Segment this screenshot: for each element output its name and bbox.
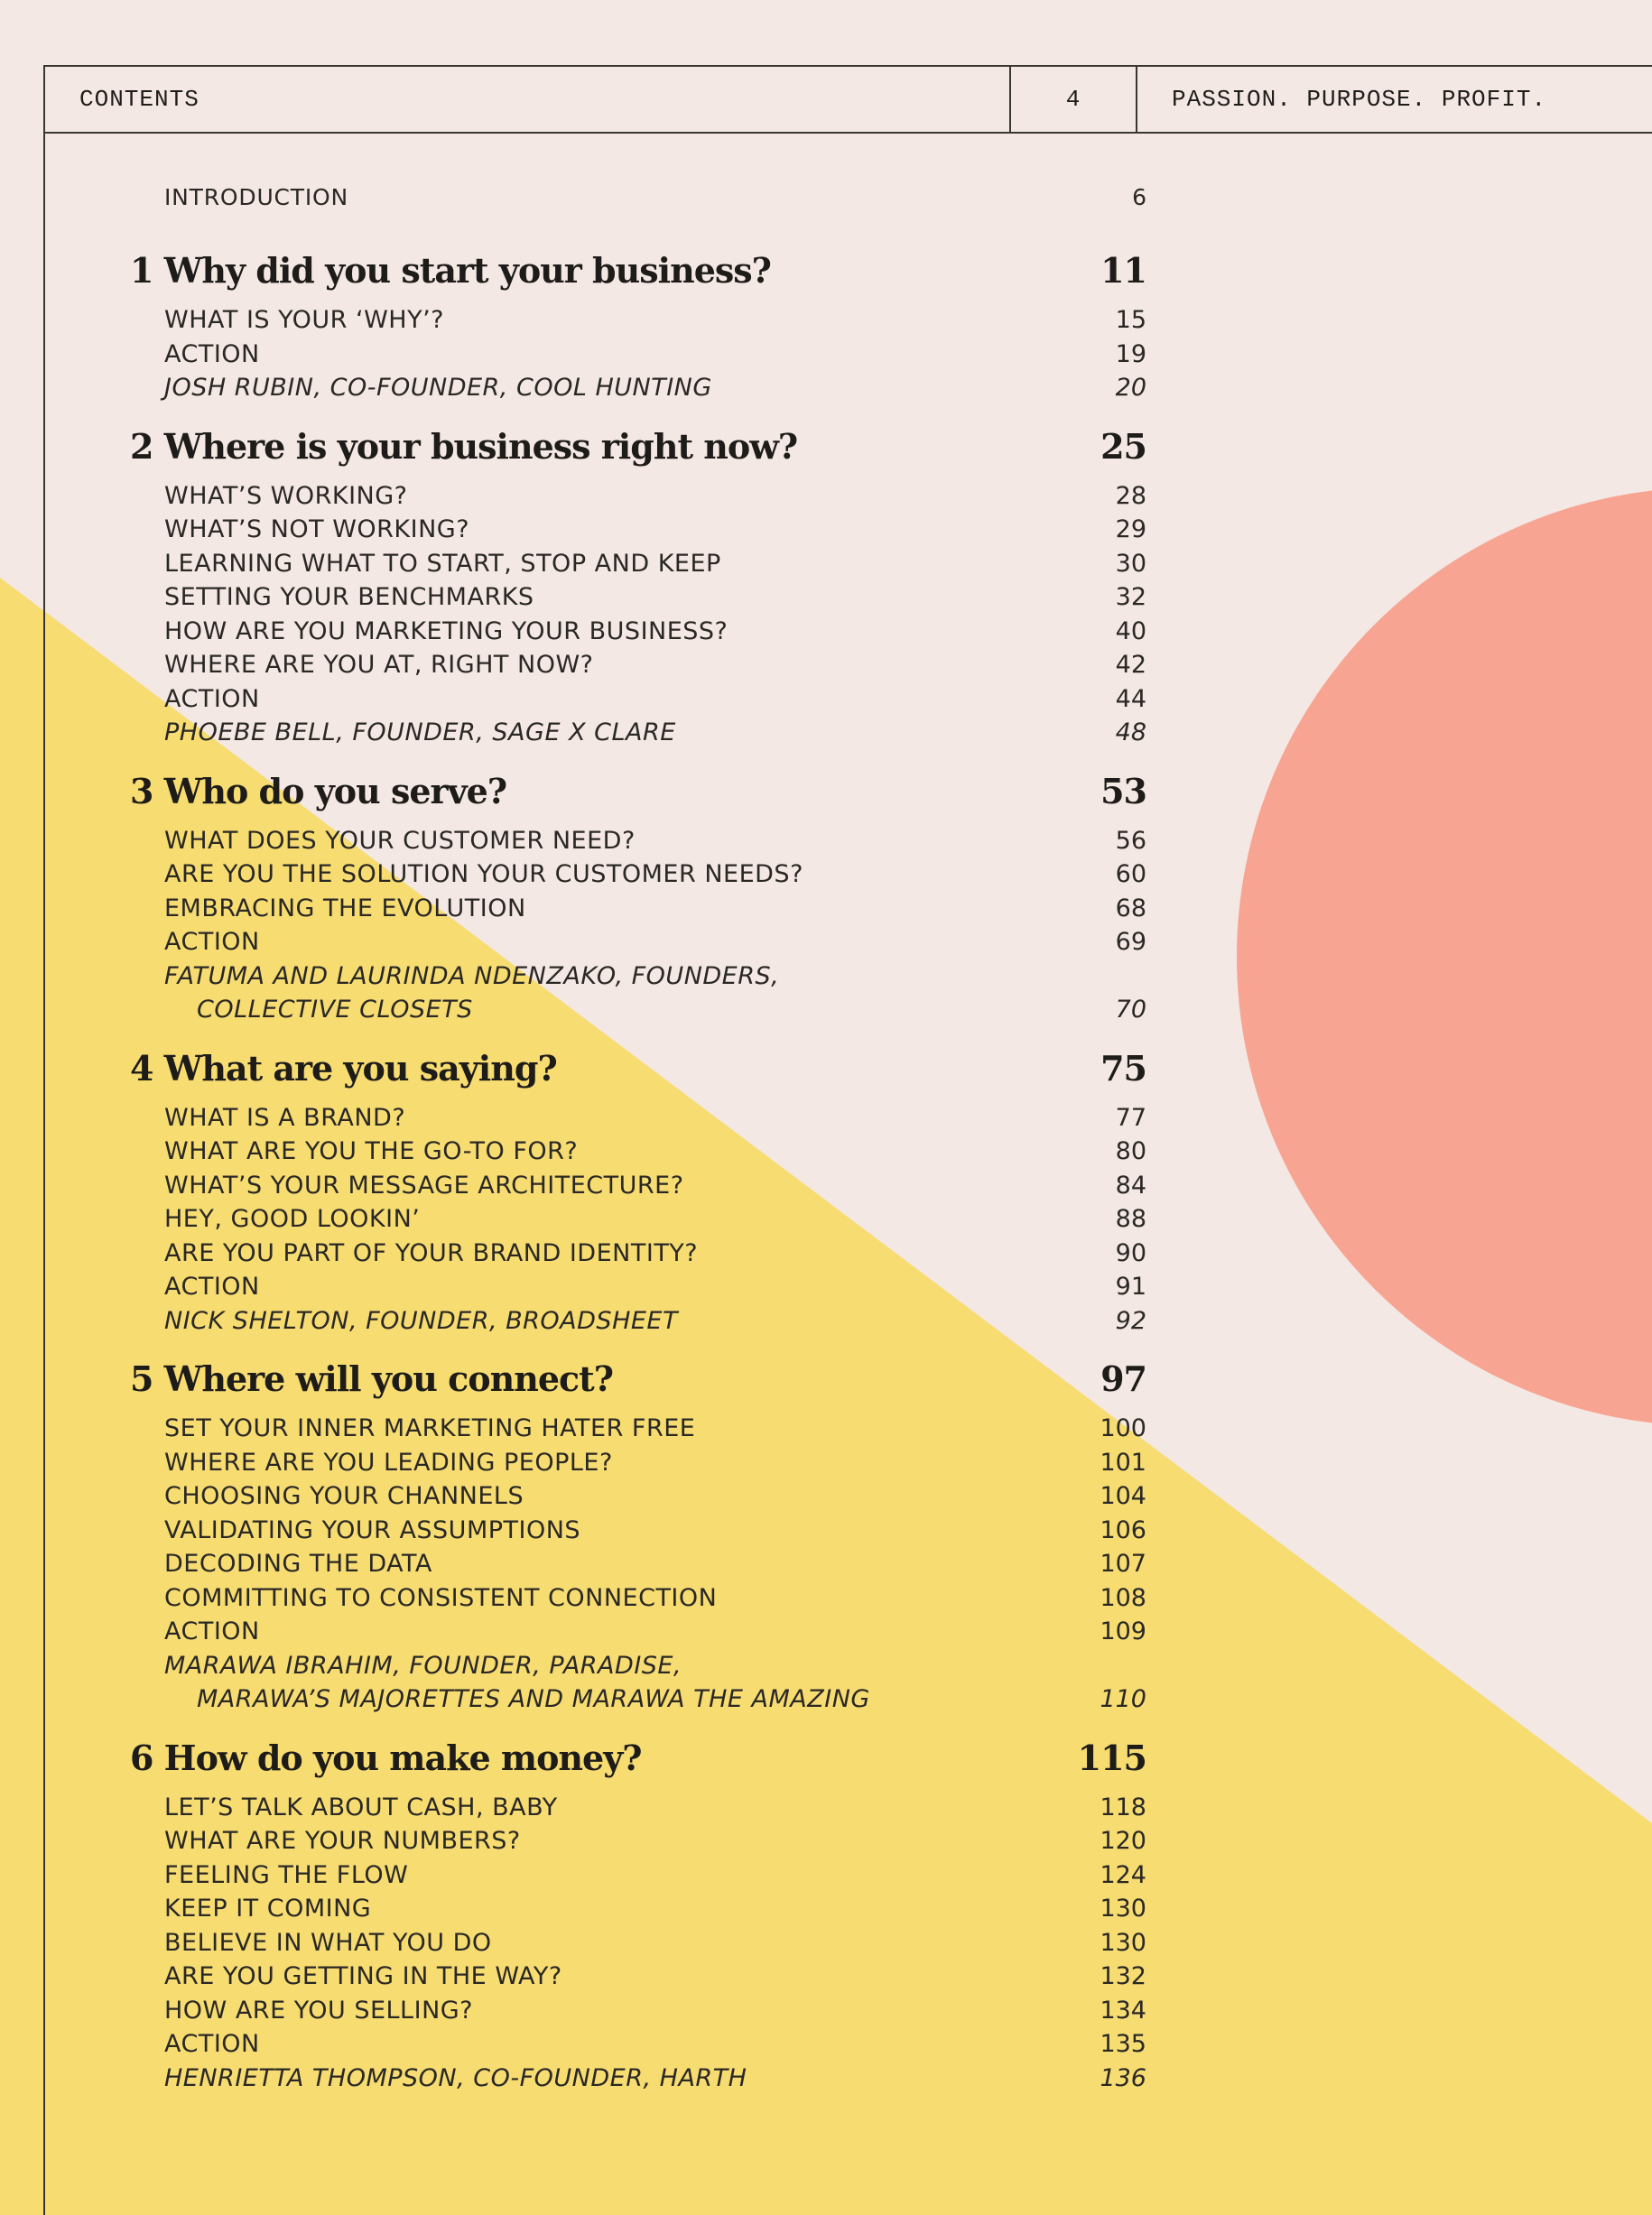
entry-page: 91 [1115,1273,1146,1301]
entry-page: 40 [1115,616,1146,645]
entry-title: SET YOUR INNER MARKETING HATER FREE [164,1414,696,1442]
entry-page: 88 [1115,1205,1146,1233]
entry-page: 135 [1100,2030,1146,2058]
book-tagline: PASSION. PURPOSE. PROFIT. [1136,67,1652,132]
entry-title: JOSH RUBIN, CO-FOUNDER, COOL HUNTING [164,374,712,402]
entry-page: 42 [1115,651,1146,679]
chapter-title: 6 How do you make money? [130,1737,642,1778]
entry-title: HENRIETTA THOMPSON, CO-FOUNDER, HARTH [164,2063,747,2092]
entry-title [164,993,473,1026]
entry-title: LET’S TALK ABOUT CASH, BABY [164,1793,558,1821]
toc-entry[interactable] [0,1270,1174,1304]
chapter-page: 53 [1100,770,1146,811]
toc-introduction[interactable] [0,177,1174,218]
toc-entry[interactable] [0,547,1174,581]
entry-page: 109 [1100,1617,1146,1645]
entry-page: 100 [1100,1414,1146,1442]
entry-title: HEY, GOOD LOOKIN’ [164,1205,421,1233]
toc-entry[interactable] [0,1791,1174,1825]
entry-title: ARE YOU GETTING IN THE WAY? [164,1962,562,1990]
toc-entry[interactable] [0,580,1174,615]
chapter-page: 75 [1100,1047,1146,1089]
toc-entry[interactable] [0,1960,1174,1994]
entry-title: EMBRACING THE EVOLUTION [164,894,526,922]
entry-title: ACTION [164,1617,260,1645]
toc-entry[interactable] [0,682,1174,717]
entry-title: CHOOSING YOUR CHANNELS [164,1482,524,1510]
toc-entry[interactable] [0,1858,1174,1893]
entry-page: 68 [1115,894,1146,922]
entry-title: WHAT IS A BRAND? [164,1103,406,1132]
chapter-page: 25 [1100,425,1146,467]
toc-profile-entry[interactable] [0,371,1174,405]
entry-title: WHAT’S WORKING? [164,481,408,510]
entry-page: 104 [1100,1482,1146,1510]
entry-page: 28 [1115,481,1146,510]
entry-page: 136 [1100,2063,1146,2092]
entry-page: 48 [1115,718,1146,746]
entry-title-text: MARAWA’S MAJORETTES AND MARAWA THE AMAZING [197,1685,870,1713]
entry-title: WHERE ARE YOU AT, RIGHT NOW? [164,651,594,679]
entry-title: ACTION [164,1273,260,1301]
entry-title: ARE YOU PART OF YOUR BRAND IDENTITY? [164,1238,699,1267]
chapter-heading[interactable] [0,418,1174,479]
entry-page: 106 [1100,1515,1146,1544]
entry-page: 118 [1100,1793,1146,1821]
entry-page: 124 [1100,1860,1146,1889]
toc-profile-entry[interactable] [0,716,1174,750]
toc-entry[interactable] [0,1202,1174,1237]
toc-entry[interactable] [0,1169,1174,1203]
table-of-contents [0,177,1174,2108]
entry-page: 44 [1115,684,1146,713]
chapter-title: 4 What are you saying? [130,1047,557,1089]
chapter-page: 97 [1100,1358,1146,1399]
chapter-heading[interactable] [0,1350,1174,1412]
chapter-title: 3 Who do you serve? [130,770,507,811]
section-label: CONTENTS [43,67,1009,132]
toc-entry[interactable] [0,513,1174,547]
toc-entry[interactable] [0,648,1174,682]
chapter-title: 2 Where is your business right now? [130,425,798,467]
entry-title: PHOEBE BELL, FOUNDER, SAGE X CLARE [164,718,676,746]
entry-page: 77 [1115,1103,1146,1132]
toc-entry[interactable] [0,615,1174,649]
toc-profile-entry[interactable] [0,993,1174,1027]
entry-title: ACTION [164,2030,260,2058]
entry-title: ACTION [164,928,260,956]
entry-page: 29 [1115,515,1146,543]
toc-entry[interactable] [0,1237,1174,1271]
toc-entry[interactable] [0,1101,1174,1135]
entry-title: ACTION [164,684,260,713]
toc-entry[interactable] [0,892,1174,926]
entry-title: BELIEVE IN WHAT YOU DO [164,1928,492,1957]
entry-title: DECODING THE DATA [164,1550,432,1578]
toc-profile-entry[interactable] [0,1682,1174,1717]
toc-entry[interactable] [0,1824,1174,1858]
toc-entry[interactable] [0,1479,1174,1514]
entry-page: 32 [1115,583,1146,611]
chapter-title: 1 Why did you start your business? [130,250,771,291]
chapter-page: 11 [1100,250,1146,291]
entry-title [164,1682,870,1716]
toc-entry[interactable] [0,303,1174,338]
toc-profile-entry[interactable] [0,1304,1174,1339]
entry-title: LEARNING WHAT TO START, STOP AND KEEP [164,549,721,578]
chapter-heading[interactable] [0,763,1174,824]
entry-page: 60 [1115,860,1146,888]
chapter-page: 115 [1077,1737,1146,1778]
entry-page: 70 [1115,996,1146,1024]
entry-page: 108 [1100,1583,1146,1612]
entry-title: COMMITTING TO CONSISTENT CONNECTION [164,1583,718,1612]
toc-entry[interactable] [0,479,1174,514]
chapter-heading[interactable] [0,1729,1174,1791]
entry-page: 69 [1115,928,1146,956]
entry-title: WHAT’S YOUR MESSAGE ARCHITECTURE? [164,1171,684,1200]
toc-entry[interactable] [0,1994,1174,2028]
entry-title: SETTING YOUR BENCHMARKS [164,583,534,611]
toc-entry[interactable] [0,1615,1174,1649]
entry-page: 120 [1100,1827,1146,1855]
entry-page: 84 [1115,1171,1146,1200]
entry-title: MARAWA IBRAHIM, FOUNDER, PARADISE, [164,1651,682,1680]
entry-title: WHAT ARE YOU THE GO-TO FOR? [164,1137,579,1165]
entry-title: WHAT DOES YOUR CUSTOMER NEED? [164,826,636,855]
chapter-list [0,242,1174,2095]
toc-entry[interactable] [0,1446,1174,1480]
toc-entry[interactable] [0,2027,1174,2062]
toc-entry[interactable] [0,1412,1174,1446]
toc-profile-entry[interactable] [0,959,1174,994]
entry-page: 130 [1100,1928,1146,1957]
introduction-page: 6 [1132,184,1146,210]
toc-entry[interactable] [0,338,1174,372]
entry-title: FEELING THE FLOW [164,1860,409,1889]
chapter-heading[interactable] [0,242,1174,303]
toc-entry[interactable] [0,1135,1174,1169]
entry-page: 15 [1115,306,1146,334]
toc-entry[interactable] [0,1547,1174,1581]
toc-entry[interactable] [0,1514,1174,1548]
toc-entry[interactable] [0,1581,1174,1616]
entry-page: 90 [1115,1238,1146,1267]
entry-title: WHAT ARE YOUR NUMBERS? [164,1827,521,1855]
chapter-1 [0,242,1174,405]
toc-profile-entry[interactable] [0,2062,1174,2096]
chapter-title: 5 Where will you connect? [130,1358,613,1399]
entry-page: 56 [1115,826,1146,855]
entry-title: VALIDATING YOUR ASSUMPTIONS [164,1515,581,1544]
entry-title: WHAT’S NOT WORKING? [164,515,470,543]
toc-profile-entry[interactable] [0,1649,1174,1683]
entry-title: WHAT IS YOUR ‘WHY’? [164,306,444,334]
entry-page: 101 [1100,1448,1146,1477]
chapter-2 [0,418,1174,750]
introduction-title: INTRODUCTION [164,184,349,210]
entry-page: 19 [1115,339,1146,368]
entry-page: 134 [1100,1996,1146,2025]
chapter-5 [0,1350,1174,1717]
entry-title: WHERE ARE YOU LEADING PEOPLE? [164,1448,613,1477]
page-number: 4 [1009,67,1136,132]
entry-page: 110 [1100,1685,1146,1713]
entry-title: HOW ARE YOU MARKETING YOUR BUSINESS? [164,616,729,645]
entry-page: 132 [1100,1962,1146,1990]
chapter-4 [0,1040,1174,1339]
chapter-heading[interactable] [0,1040,1174,1101]
entry-title: FATUMA AND LAURINDA NDENZAKO, FOUNDERS, [164,961,780,990]
entry-page: 80 [1115,1137,1146,1165]
page-header [43,65,1652,134]
entry-title-text: COLLECTIVE CLOSETS [197,996,473,1024]
entry-title: HOW ARE YOU SELLING? [164,1996,474,2025]
entry-title: NICK SHELTON, FOUNDER, BROADSHEET [164,1306,678,1335]
coral-circle-shape [1237,487,1652,1426]
entry-page: 130 [1100,1895,1146,1923]
toc-entry[interactable] [0,925,1174,959]
toc-entry[interactable] [0,857,1174,892]
entry-title: ACTION [164,339,260,368]
entry-page: 30 [1115,549,1146,578]
entry-page: 92 [1115,1306,1146,1335]
entry-title: ARE YOU THE SOLUTION YOUR CUSTOMER NEEDS? [164,860,803,888]
toc-entry[interactable] [0,1926,1174,1960]
entry-page: 20 [1115,374,1146,402]
toc-entry[interactable] [0,1892,1174,1926]
toc-entry[interactable] [0,824,1174,858]
entry-title: KEEP IT COMING [164,1895,372,1923]
chapter-3 [0,763,1174,1027]
chapter-6 [0,1729,1174,2096]
entry-page: 107 [1100,1550,1146,1578]
